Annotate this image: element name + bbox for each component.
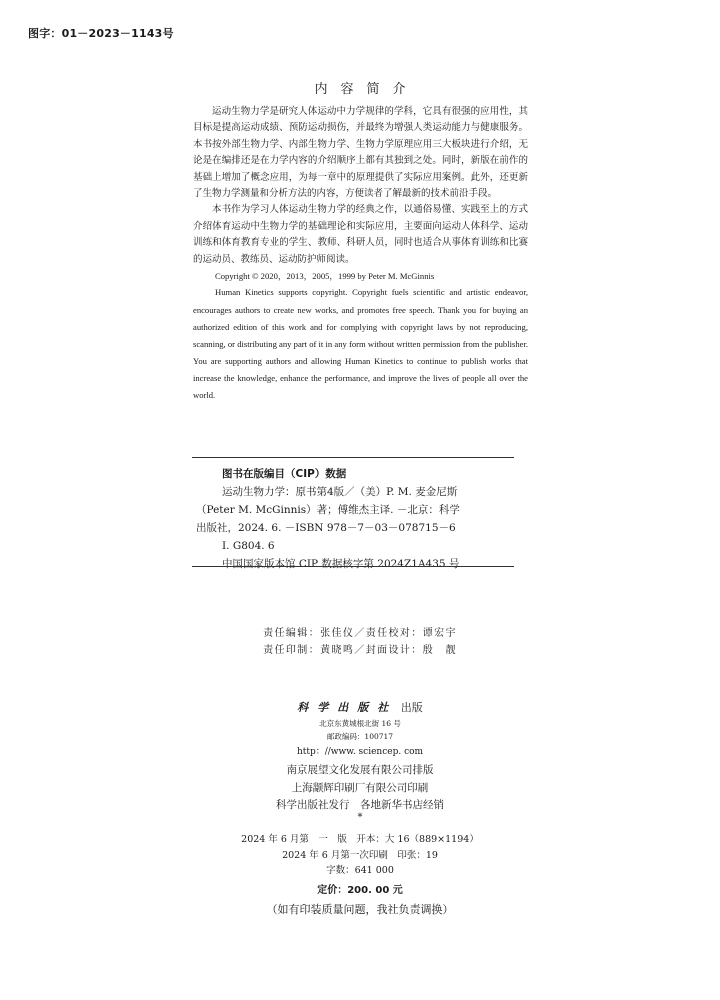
cip-bottom-rule	[192, 566, 514, 567]
publisher-name-line	[0, 699, 720, 717]
printer-line: 上海颛辉印刷厂有限公司印刷	[291, 781, 429, 794]
distribution-line: 科学出版社发行 各地新华书店经销	[276, 799, 444, 811]
separator-star: *	[357, 812, 363, 823]
publisher-name-suffix: 出版	[400, 701, 423, 714]
editors-block	[0, 625, 720, 659]
publisher-website: http：//www. sciencep. com	[296, 747, 424, 757]
editors-line-1: 责任编辑：张佳仪／责任校对：谭宏宇	[263, 628, 457, 639]
publisher-block	[0, 699, 720, 815]
word-count: 字数：641 000	[326, 865, 394, 876]
cip-line-1: 运动生物力学：原书第4版／（美）P. M. 麦金尼斯	[222, 486, 458, 498]
summary-paragraph-1: 运动生物力学是研究人体运动中力学规律的学科，它具有很强的应用性，其目标是提高运动成绩、预防运动损伤，并最终为增强人类运动能力与健康服务。本书按外部生物力学、内部生物力学、生物力学原理应用三大板块进行介绍，无论是在编排还是在力学内容的介绍顺序上都有其独到之处。同时，新版在前作的基础上增加了概念应用，为每一章中的原理提供了实际应用案例。此外，还更新了生物力学测量和分析方法的内容，方便读者了解最新的技术前沿手段。	[193, 106, 528, 200]
copyright-line: Copyright © 2020，2013，2005，1999 by Peter M. McGinnis	[215, 271, 435, 282]
edition-line-2: 2024 年 6 月第一次印刷 印张：19	[282, 849, 438, 861]
summary-body	[193, 104, 528, 404]
quality-notice: （如有印装质量问题，我社负责调换）	[266, 903, 454, 916]
cip-line-4: Ⅰ. G804. 6	[222, 540, 275, 552]
edition-line-1: 2024 年 6 月第 一 版 开本：大 16（889×1194）	[241, 834, 479, 845]
english-notice-text: Human Kinetics supports copyright. Copyright fuels scientific and artistic endeavor, encourages authors to create new works, and promotes free speech. Thank you for buying an authorized edition of this work and for complying with copyright laws by not reproducing, scanning, or distributing any part of it in any form without written permission from the publisher. You are supporting authors and allowing Human Kinetics to continue to publish works that increase the knowledge, enhance the performance, and improve the lives of people all over the world.	[193, 287, 528, 401]
english-copyright-notice	[193, 284, 528, 404]
edition-block	[0, 832, 720, 918]
cip-block	[196, 465, 514, 573]
summary-title: 内容简介	[314, 82, 419, 97]
registration-number: 图字：01－2023－1143号	[28, 27, 174, 40]
cip-line-3: 出版社，2024. 6. －ISBN 978－7－03－078715－6	[196, 522, 456, 534]
publisher-postcode: 邮政编码：100717	[326, 732, 394, 741]
publisher-logo-name: 科学出版社	[297, 701, 398, 714]
typesetter-line: 南京展望文化发展有限公司排版	[286, 764, 434, 776]
cip-line-5: 中国国家版本馆 CIP 数据核字第 2024Z1A435 号	[222, 558, 460, 570]
cip-title: 图书在版编目（CIP）数据	[222, 468, 347, 480]
cip-top-rule	[192, 457, 514, 458]
cip-line-2: （Peter M. McGinnis）著；傅维杰主译. －北京：科学	[196, 504, 460, 516]
publisher-address: 北京东黄城根北街 16 号	[319, 719, 401, 728]
editors-line-2: 责任印制：黄晓鸣／封面设计：殷 靓	[263, 645, 457, 656]
price: 定价：200. 00 元	[317, 884, 403, 896]
summary-paragraph-2: 本书作为学习人体运动生物力学的经典之作，以通俗易懂、实践至上的方式介绍体育运动中生物力学的基础理论和实际应用，主要面向运动人体科学、运动训练和体育教育专业的学生、教师、科研人员，同时也适合从事体育训练和比赛的运动员、教练员、运动防护师阅读。	[193, 204, 528, 265]
